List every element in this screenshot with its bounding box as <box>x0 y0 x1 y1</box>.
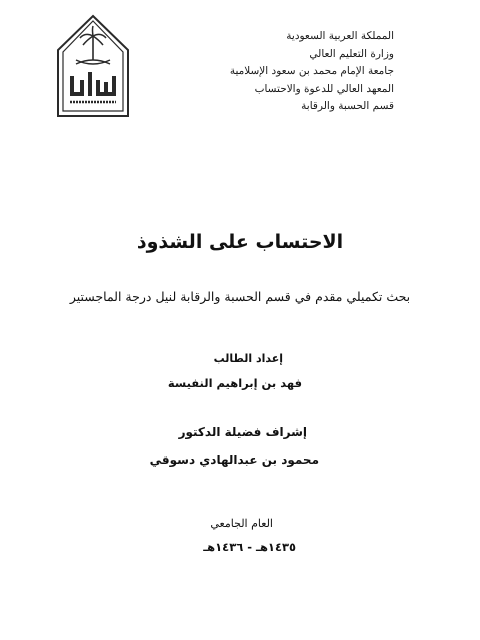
document-title: الاحتساب على الشذوذ <box>136 231 344 253</box>
academic-year: ١٤٣٥هـ - ١٤٣٦هـ <box>203 540 296 554</box>
header-line-university: جامعة الإمام محمد بن سعود الإسلامية <box>229 65 394 77</box>
document-subtitle: بحث تكميلي مقدم في قسم الحسبة والرقابة لنيل درجة الماجستير <box>69 289 411 304</box>
prepared-by-label: إعداد الطالب <box>213 352 283 365</box>
student-name: فهد بن إبراهيم النفيسة <box>167 376 302 390</box>
header-line-kingdom: المملكة العربية السعودية <box>286 30 394 42</box>
academic-year-label: العام الجامعي <box>210 517 273 530</box>
university-emblem-icon <box>56 14 130 118</box>
institution-header <box>174 28 394 116</box>
header-line-ministry: وزارة التعليم العالي <box>309 47 394 60</box>
supervisor-name: محمود بن عبدالهادي دسوقي <box>149 453 319 467</box>
header-line-department: قسم الحسبة والرقابة <box>301 100 394 112</box>
supervision-label: إشراف فضيلة الدكتور <box>178 425 307 439</box>
header-line-institute: المعهد العالي للدعوة والاحتساب <box>254 82 394 95</box>
